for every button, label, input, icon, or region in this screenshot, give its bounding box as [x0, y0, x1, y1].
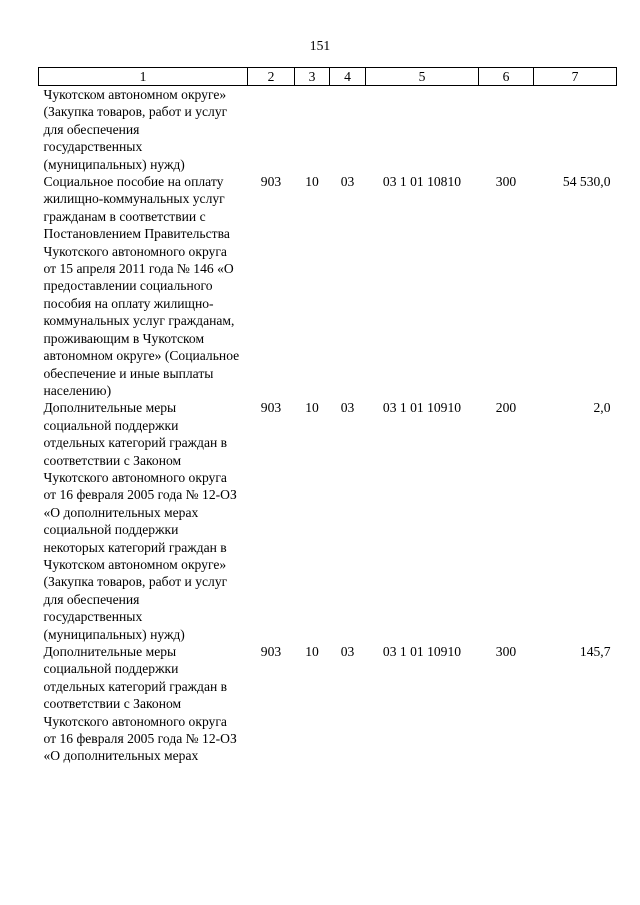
target-article-code: 03 1 01 10810	[382, 174, 462, 190]
table-row	[39, 86, 617, 174]
column-header-4: 4	[330, 68, 366, 86]
column-header-1: 1	[39, 68, 248, 86]
target-article-code	[366, 86, 479, 174]
department-code	[248, 86, 295, 174]
subsection-code: 03	[340, 174, 355, 190]
column-header-5: 5	[366, 68, 479, 86]
amount: 2,0	[593, 400, 611, 416]
column-header-3: 3	[295, 68, 330, 86]
subsection-code	[330, 86, 366, 174]
expense-type-code: 300	[495, 644, 517, 659]
department-code: 903	[260, 400, 282, 416]
row-description: Дополнительные меры социальной поддержки отдельных категорий граждан в соответствии с Законом Чукотского автономного округа от 16 февраля 2005 года № 12-ОЗ «О дополнительных мерах социальной поддержки некоторых категорий граждан в Чукотском автономном округе» (Закупка товаров, работ и услуг для обеспечения государственных (муниципальных) нужд)	[43, 400, 237, 642]
target-article-code: 03 1 01 10910	[382, 644, 462, 659]
row-description: Чукотском автономном округе» (Закупка товаров, работ и услуг для обеспечения государственных (муниципальных) нужд)	[43, 87, 228, 172]
column-header-6: 6	[479, 68, 534, 86]
department-code: 903	[260, 644, 282, 659]
row-description: Дополнительные меры социальной поддержки отдельных категорий граждан в соответствии с Законом Чукотского автономного округа от 16 февраля 2005 года № 12-ОЗ «О дополнительных мерах	[43, 644, 237, 764]
section-code	[295, 86, 330, 174]
amount	[534, 86, 617, 174]
section-code: 10	[305, 644, 319, 659]
department-code: 903	[260, 174, 282, 190]
table-row	[39, 643, 617, 765]
subsection-code: 03	[340, 644, 355, 659]
budget-table	[38, 67, 617, 765]
amount: 54 530,0	[562, 174, 611, 190]
table-row	[39, 399, 617, 643]
expense-type-code: 300	[495, 174, 517, 190]
column-header-2: 2	[248, 68, 295, 86]
header-row	[39, 68, 617, 86]
table-row	[39, 173, 617, 399]
expense-type-code	[479, 86, 534, 174]
expense-type-code: 200	[495, 400, 517, 416]
section-code: 10	[305, 400, 319, 416]
column-header-7: 7	[534, 68, 617, 86]
section-code: 10	[305, 174, 319, 190]
amount: 145,7	[579, 644, 611, 659]
page-number: 151	[309, 38, 331, 53]
subsection-code: 03	[340, 400, 355, 416]
target-article-code: 03 1 01 10910	[382, 400, 462, 416]
row-description: Социальное пособие на оплату жилищно-коммунальных услуг гражданам в соответствии с Постановлением Правительства Чукотского автономного округа от 15 апреля 2011 года № 146 «О предоставлении социального пособия на оплату жилищно-коммунальных услуг гражданам, проживающим в Чукотском автономном округе» (Социальное обеспечение и иные выплаты населению)	[43, 174, 240, 398]
